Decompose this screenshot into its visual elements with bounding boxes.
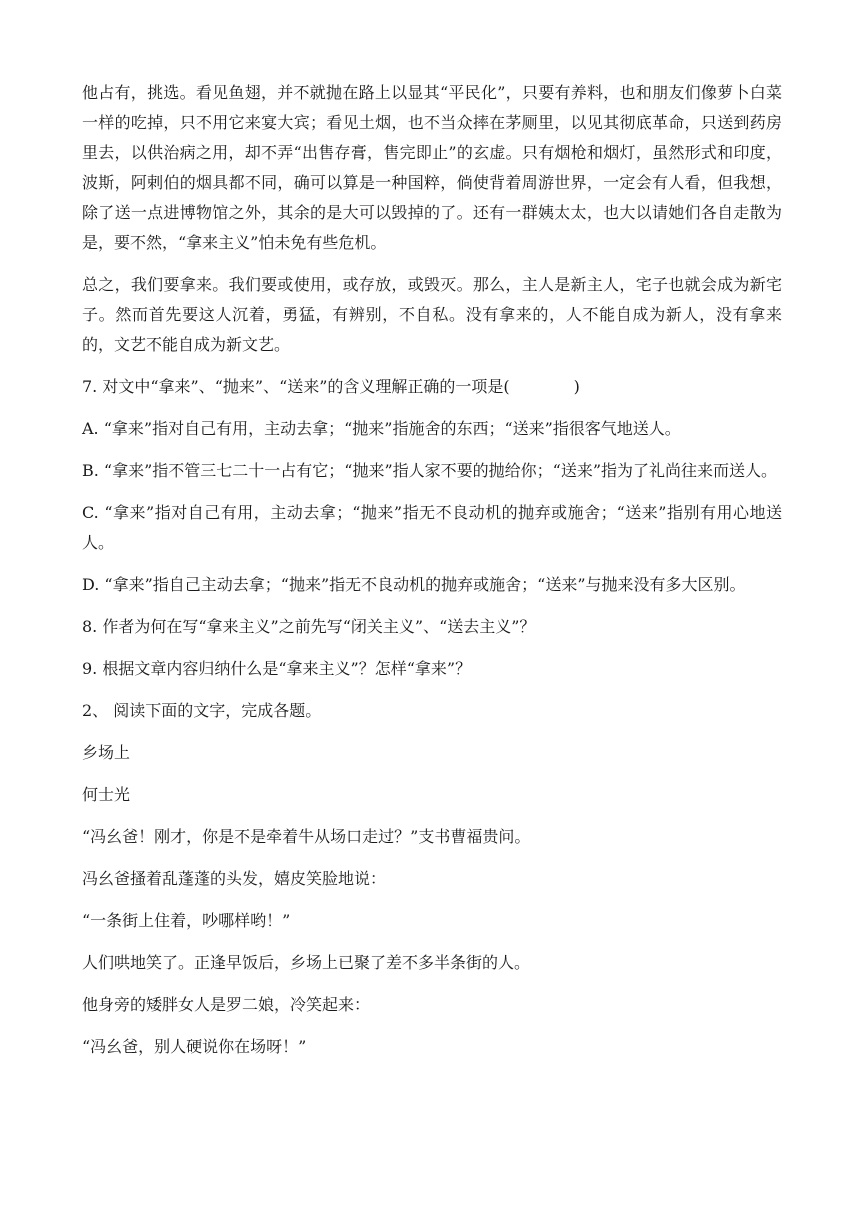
question-9: 9. 根据文章内容归纳什么是“拿来主义”？怎样“拿来”？ [82,659,472,678]
story-paragraph-2: 冯幺爸搔着乱蓬蓬的头发，嬉皮笑脸地说： [82,869,387,888]
story-paragraph-1: “冯幺爸！刚才，你是不是牵着牛从场口走过？”支书曹福贵问。 [82,827,531,846]
story-paragraph-5: 他身旁的矮胖女人是罗二娘，冷笑起来： [82,995,371,1014]
paragraph-passage-1: 他占有，挑选。看见鱼翅，并不就抛在路上以显其“平民化”，只要有养料，也和朋友们像萝卜白菜一样的吃掉，只不用它来宴大宾；看见土烟，也不当众摔在茅厕里，以见其彻底革命，只送到药房里去，以供治病之用，却不弄“出售存膏，售完即止”的玄虚。只有烟枪和烟灯，虽然形式和印度，波斯，阿剌伯的烟具都不同，确可以算是一种国粹，倘使背着周游世界，一定会有人看，但我想，除了送一点进博物馆之外，其余的是大可以毁掉的了。还有一群姨太太，也大以请她们各自走散为是，要不然，“拿来主义”怕未免有些危机。 [82,83,782,252]
option-d: D. “拿来”指自己主动去拿；“抛来”指无不良动机的抛弃或施舍；“送来”与抛来没有多大区别。 [82,575,746,594]
question-8: 8. 作者为何在写“拿来主义”之前先写“闭关主义”、“送去主义”？ [82,617,536,636]
option-b: B. “拿来”指不管三七二十一占有它；“抛来”指人家不要的抛给你；“送来”指为了礼尚往来而送人。 [82,461,778,480]
story-author: 何士光 [82,785,131,804]
story-paragraph-4: 人们哄地笑了。正逢早饭后，乡场上已聚了差不多半条街的人。 [82,953,531,972]
option-a: A. “拿来”指对自己有用，主动去拿；“抛来”指施舍的东西；“送来”指很客气地送人。 [82,419,681,438]
question-7: 7. 对文中“拿来”、“抛来”、“送来”的含义理解正确的一项是( ) [82,377,580,396]
story-paragraph-3: “一条街上住着，吵哪样哟！” [82,911,291,930]
story-title: 乡场上 [82,743,131,762]
document-page [82,78,782,1074]
paragraph-passage-2: 总之，我们要拿来。我们要或使用，或存放，或毁灭。那么，主人是新主人，宅子也就会成为新宅子。然而首先要这人沉着，勇猛，有辨别，不自私。没有拿来的，人不能自成为新人，没有拿来的，文艺不能自成为新文艺。 [82,275,782,354]
option-c: C. “拿来”指对自己有用，主动去拿；“抛来”指无不良动机的抛弃或施舍；“送来”指别有用心地送人。 [82,503,782,552]
section-2-heading: 2、 阅读下面的文字，完成各题。 [82,701,322,720]
story-paragraph-6: “冯幺爸，别人硬说你在场呀！” [82,1037,307,1056]
